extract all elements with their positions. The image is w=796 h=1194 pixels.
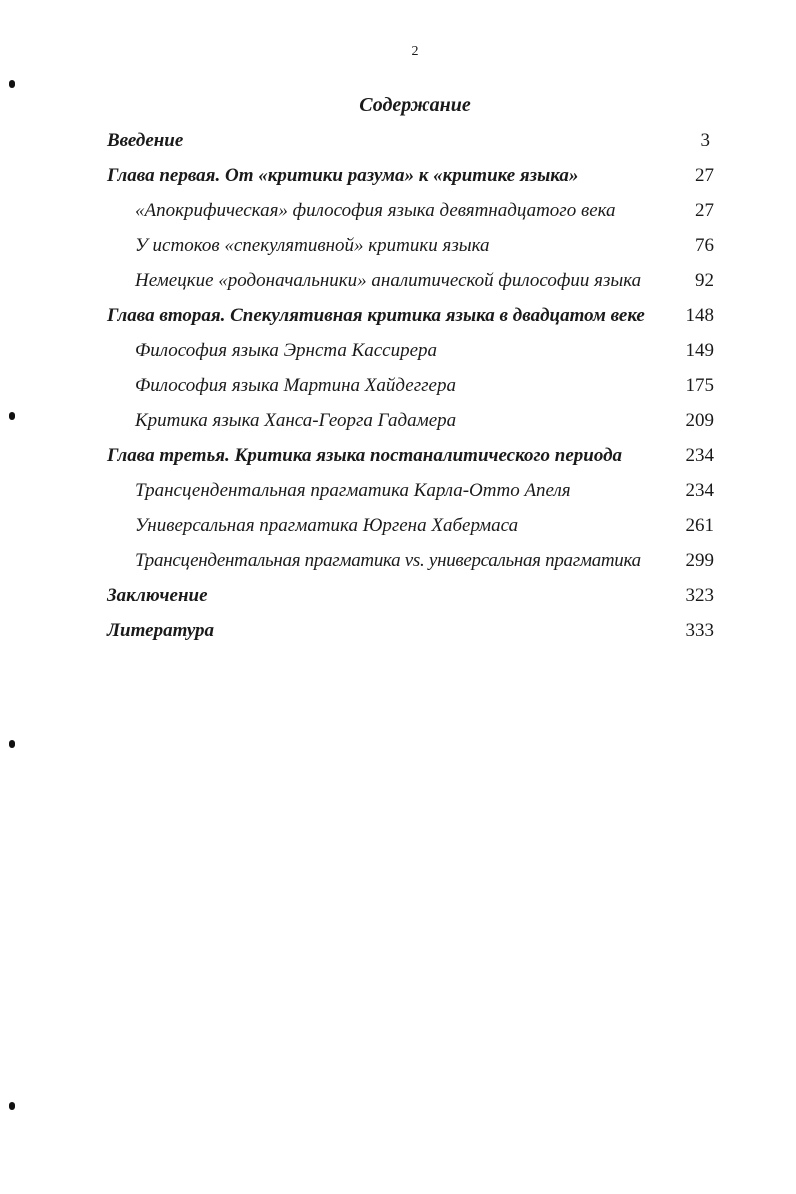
page-title: Содержание <box>359 94 471 116</box>
toc-entry-chapter-1 <box>0 165 796 195</box>
toc-entry-page: 261 <box>685 515 714 536</box>
scan-mark <box>9 1102 15 1110</box>
toc-entry-section <box>0 340 796 370</box>
toc-entry-page: 323 <box>685 585 714 606</box>
toc-entry-section <box>0 375 796 405</box>
toc-entry-label: Глава третья. Критика языка постаналитического периода <box>107 445 623 466</box>
scan-mark <box>9 740 15 748</box>
toc-entry-section <box>0 410 796 440</box>
scan-mark <box>9 80 15 88</box>
toc-entry-page: 209 <box>685 410 714 431</box>
toc-entry-page: 148 <box>685 305 714 326</box>
toc-entry-page: 333 <box>685 620 714 641</box>
toc-entry-conclusion <box>0 585 796 615</box>
toc-entry-label: Введение <box>107 130 184 151</box>
toc-entry-label: Универсальная прагматика Юргена Хабермаса <box>135 515 519 536</box>
toc-entry-section <box>0 235 796 265</box>
toc-entry-literature <box>0 620 796 650</box>
toc-entry-section <box>0 200 796 230</box>
toc-entry-label: Литература <box>107 620 215 641</box>
toc-entry-label: Немецкие «родоначальники» аналитической философии языка <box>135 270 642 291</box>
toc-entry-page: 234 <box>685 445 714 466</box>
toc-entry-label: Философия языка Эрнста Кассирера <box>135 340 438 361</box>
toc-entry-page: 149 <box>685 340 714 361</box>
toc-entry-chapter-3 <box>0 445 796 475</box>
toc-entry-section <box>0 550 796 580</box>
toc-entry-page: 234 <box>685 480 714 501</box>
toc-entry-chapter-2 <box>0 305 796 335</box>
toc-entry-label: Философия языка Мартина Хайдеггера <box>135 375 456 396</box>
toc-entry-page: 3 <box>700 130 710 151</box>
toc-entry-label: Глава вторая. Спекулятивная критика языка в двадцатом веке <box>107 305 645 326</box>
toc-entry-label: Критика языка Ханса-Георга Гадамера <box>135 410 457 431</box>
toc-entry-page: 92 <box>695 270 714 291</box>
toc-entry-section <box>0 270 796 300</box>
toc-entry-label: Глава первая. От «критики разума» к «критике языка» <box>107 165 579 186</box>
toc-entry-page: 175 <box>685 375 714 396</box>
toc-entry-section <box>0 480 796 510</box>
toc-entry-section <box>0 515 796 545</box>
toc-entry-label: У истоков «спекулятивной» критики языка <box>135 235 490 256</box>
toc-entry-label: «Апокрифическая» философия языка девятнадцатого века <box>135 200 616 221</box>
toc-entry-label: Трансцендентальная прагматика Карла-Отто Апеля <box>135 480 571 501</box>
toc-entry-page: 76 <box>695 235 714 256</box>
page-number: 2 <box>411 44 419 59</box>
toc-entry-label: Трансцендентальная прагматика vs. универсальная прагматика <box>135 550 641 571</box>
toc-entry-page: 27 <box>695 165 714 186</box>
toc-entry-label: Заключение <box>107 585 208 606</box>
toc-entry-introduction <box>0 130 796 160</box>
toc-entry-page: 27 <box>695 200 714 221</box>
toc-entry-page: 299 <box>685 550 714 571</box>
